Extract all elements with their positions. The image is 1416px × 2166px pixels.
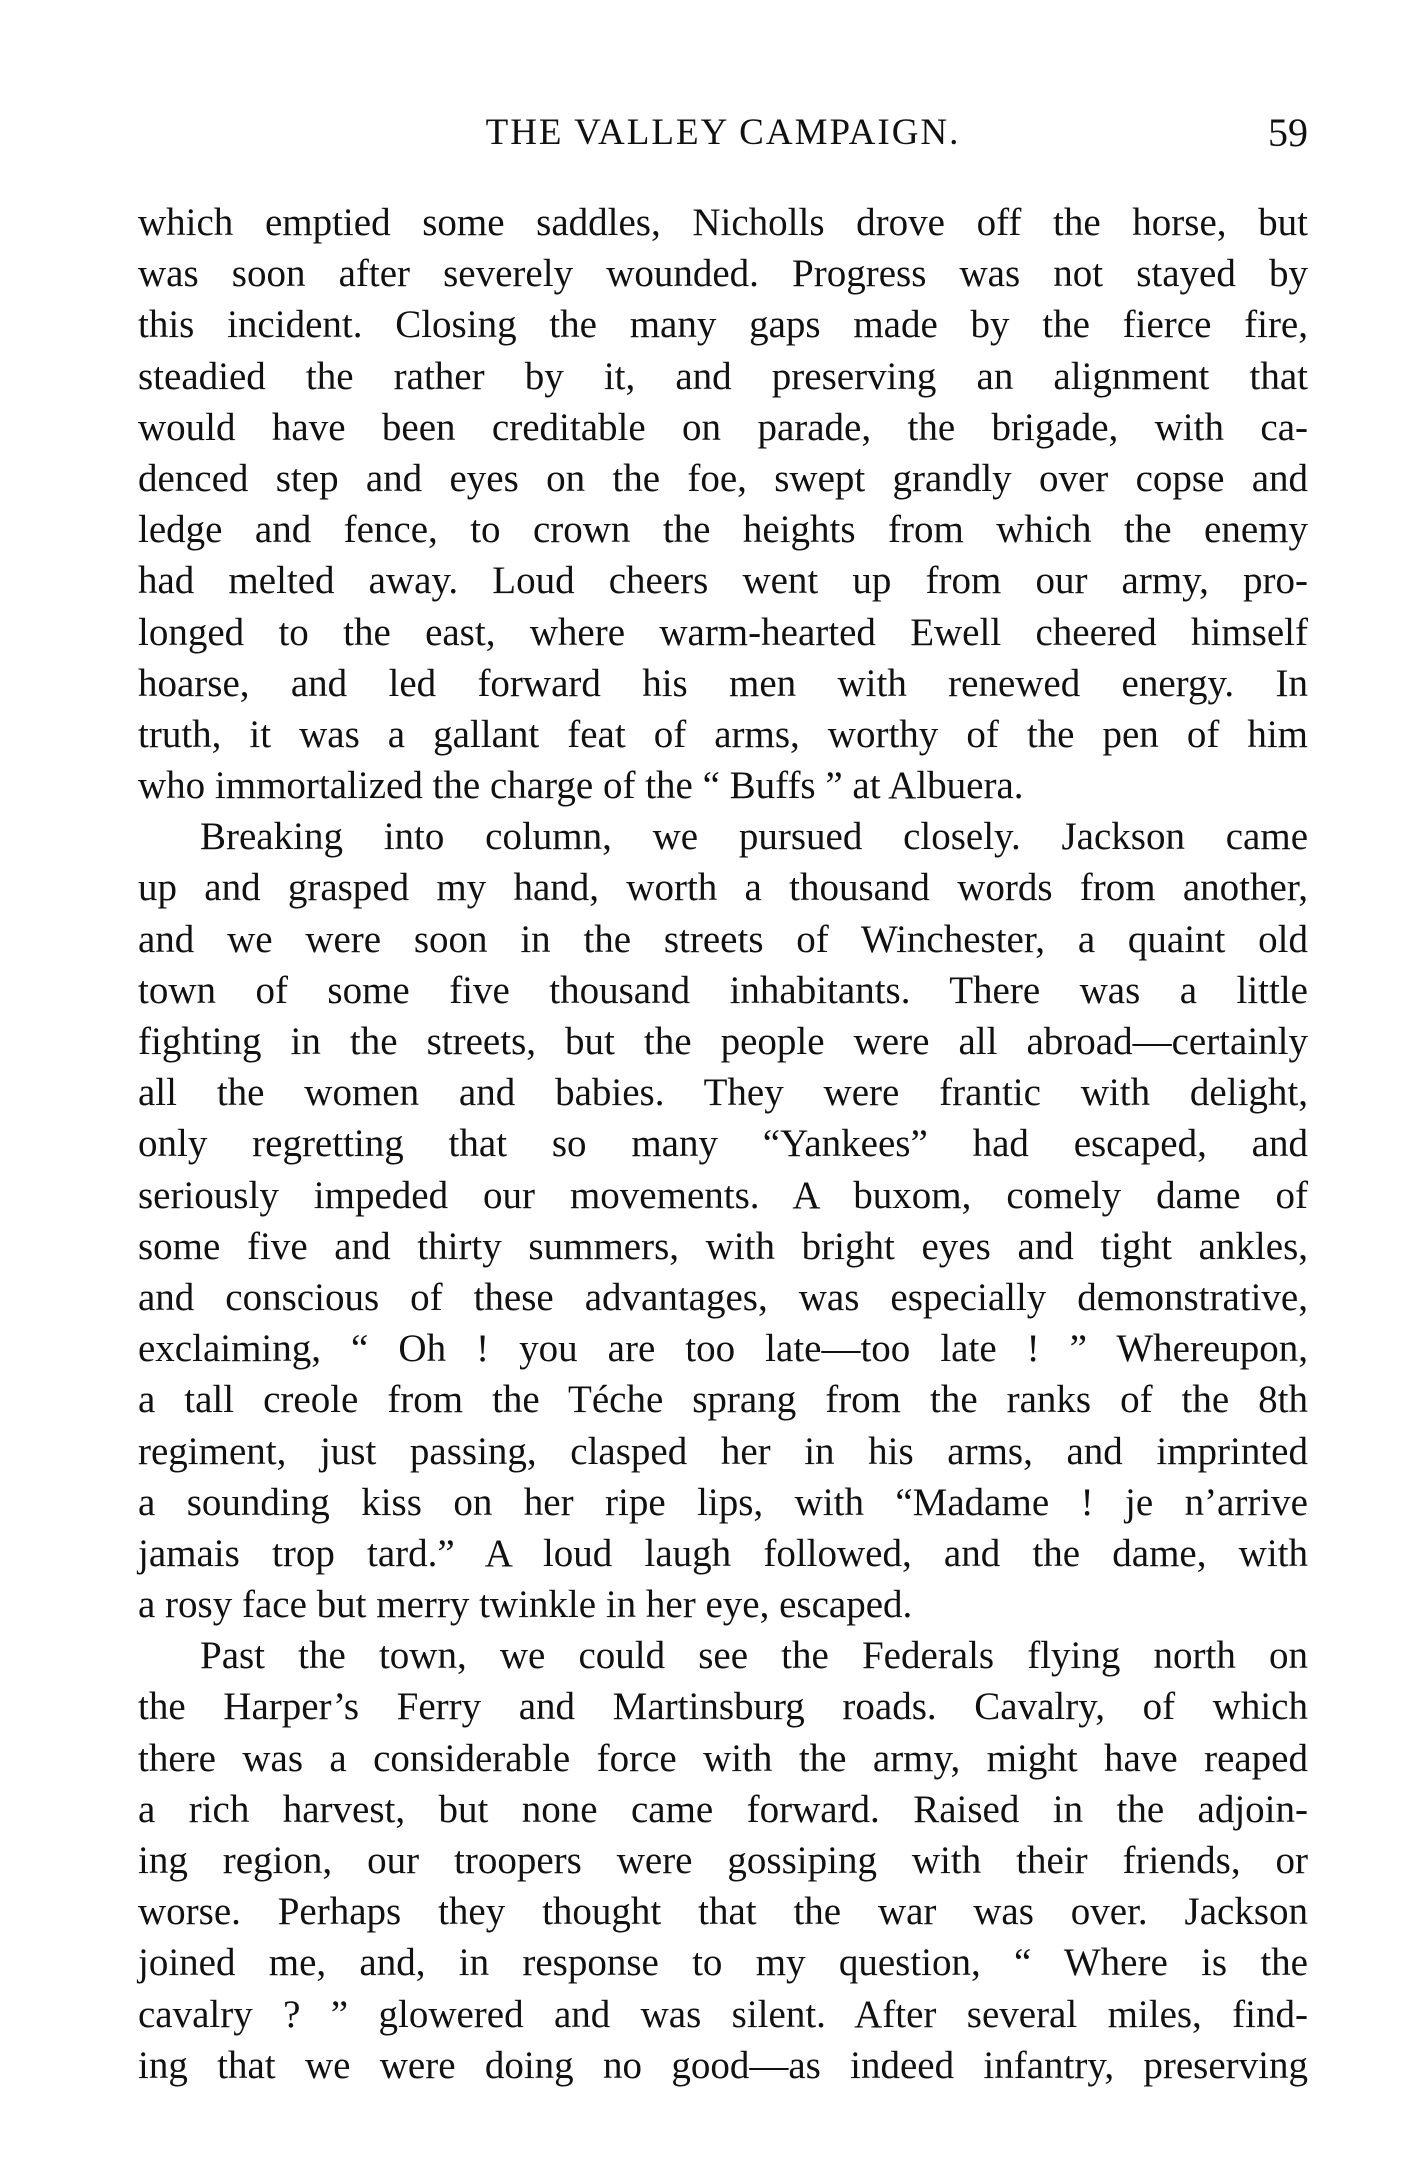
text-line: fighting in the streets, but the people were all abroad—certainly bbox=[138, 1020, 1308, 1063]
text-line: there was a considerable force with the army, might have reaped bbox=[138, 1736, 1308, 1780]
text-line: who immortalized the charge of the “ Buffs ” at Albuera. bbox=[138, 764, 1024, 808]
text-line: was soon after severely wounded. Progress was not stayed by bbox=[138, 252, 1308, 296]
text-line: steadied the rather by it, and preserving an alignment that bbox=[138, 354, 1308, 398]
text-line: this incident. Closing the many gaps made by the fierce fire, bbox=[138, 303, 1308, 347]
text-line: ing that we were doing no good—as indeed infantry, preserving bbox=[138, 2043, 1308, 2087]
body-text bbox=[138, 197, 1308, 2091]
text-line: had melted away. Loud cheers went up from our army, pro- bbox=[138, 559, 1308, 603]
text-line: and conscious of these advantages, was especially demonstrative, bbox=[138, 1275, 1308, 1319]
text-line: a sounding kiss on her ripe lips, with “Madame ! je n’arrive bbox=[138, 1480, 1308, 1524]
text-line: a rosy face but merry twinkle in her eye, escaped. bbox=[138, 1583, 913, 1627]
text-line: regiment, just passing, clasped her in his arms, and imprinted bbox=[138, 1429, 1308, 1473]
text-line: a tall creole from the Téche sprang from the ranks of the 8th bbox=[138, 1378, 1308, 1422]
text-line: all the women and babies. They were frantic with delight, bbox=[138, 1071, 1308, 1115]
text-line: truth, it was a gallant feat of arms, worthy of the pen of him bbox=[138, 712, 1308, 756]
text-line: joined me, and, in response to my question, “ Where is the bbox=[138, 1941, 1308, 1985]
text-line: ledge and fence, to crown the heights from which the enemy bbox=[138, 508, 1308, 552]
text-line: the Harper’s Ferry and Martinsburg roads. Cavalry, of which bbox=[138, 1685, 1308, 1729]
book-page bbox=[138, 0, 1308, 2166]
text-line: town of some five thousand inhabitants. There was a little bbox=[138, 968, 1308, 1012]
paragraph bbox=[138, 197, 1308, 811]
paragraph bbox=[138, 1630, 1308, 2091]
text-line: exclaiming, “ Oh ! you are too late—too late ! ” Whereupon, bbox=[138, 1327, 1308, 1371]
text-line: would have been creditable on parade, the brigade, with ca- bbox=[138, 405, 1308, 449]
text-line: worse. Perhaps they thought that the war was over. Jackson bbox=[138, 1890, 1308, 1934]
text-line: only regretting that so many “Yankees” had escaped, and bbox=[138, 1122, 1308, 1166]
text-line: denced step and eyes on the foe, swept grandly over copse and bbox=[138, 456, 1308, 500]
text-line: up and grasped my hand, worth a thousand words from another, bbox=[138, 866, 1308, 910]
running-head: THE VALLEY CAMPAIGN. bbox=[485, 112, 961, 153]
text-line: hoarse, and led forward his men with renewed energy. In bbox=[138, 661, 1308, 705]
text-line: a rich harvest, but none came forward. Raised in the adjoin- bbox=[138, 1787, 1308, 1831]
text-line: Past the town, we could see the Federals flying north on bbox=[200, 1634, 1308, 1678]
text-line: some five and thirty summers, with bright eyes and tight ankles, bbox=[138, 1224, 1308, 1268]
page-header bbox=[138, 108, 1308, 158]
text-line: which emptied some saddles, Nicholls drove off the horse, but bbox=[138, 201, 1308, 244]
text-line: and we were soon in the streets of Winchester, a quaint old bbox=[138, 917, 1308, 961]
paragraph bbox=[138, 811, 1308, 1630]
text-line: jamais trop tard.” A loud laugh followed, and the dame, with bbox=[138, 1531, 1308, 1575]
page-number: 59 bbox=[1268, 110, 1308, 155]
text-line: Breaking into column, we pursued closely. Jackson came bbox=[200, 815, 1308, 859]
text-line: seriously impeded our movements. A buxom, comely dame of bbox=[138, 1173, 1308, 1217]
text-line: longed to the east, where warm-hearted Ewell cheered himself bbox=[138, 610, 1308, 654]
text-line: cavalry ? ” glowered and was silent. After several miles, find- bbox=[138, 1992, 1308, 2036]
text-line: ing region, our troopers were gossiping with their friends, or bbox=[138, 1839, 1308, 1882]
